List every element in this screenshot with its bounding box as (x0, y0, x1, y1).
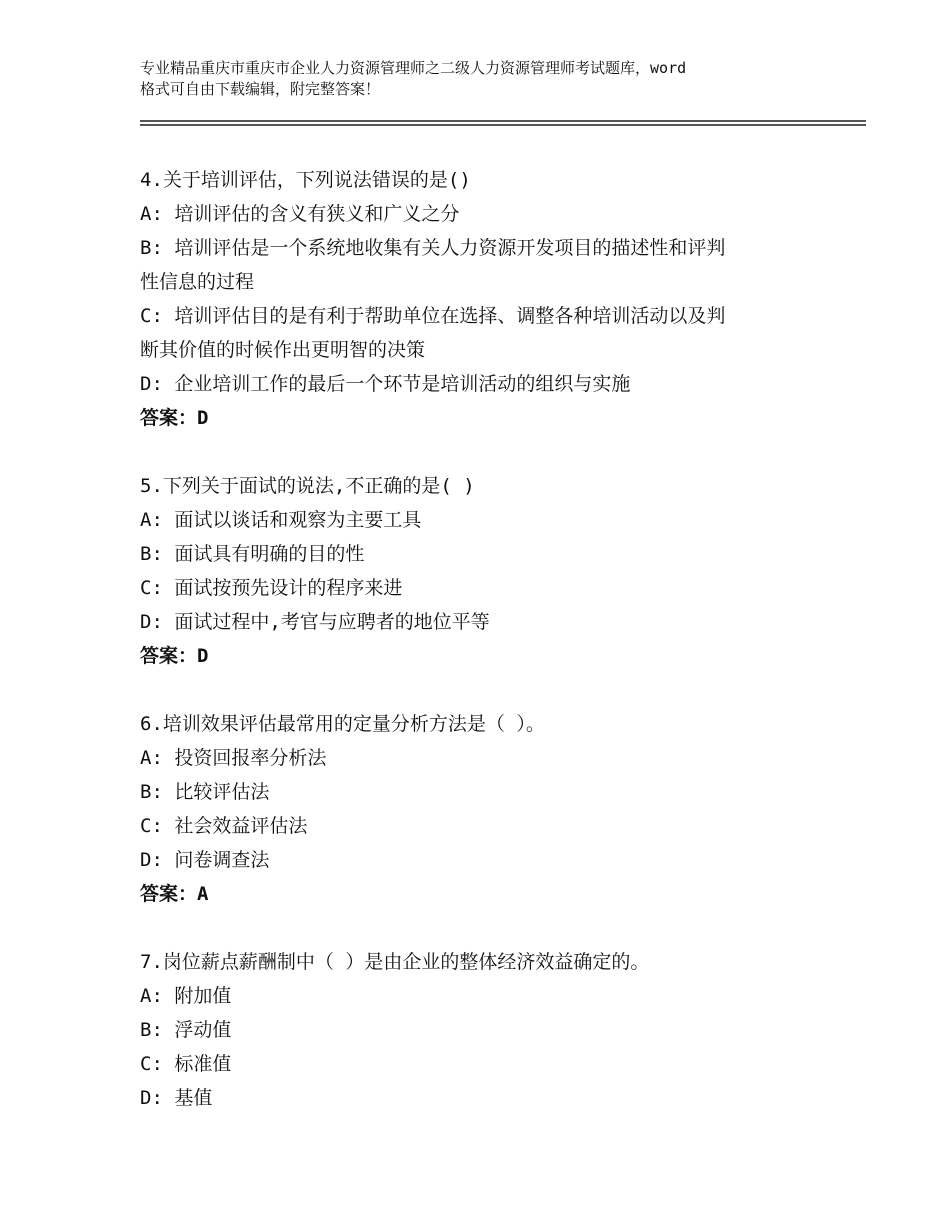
option-d: D: 基值 (140, 1087, 213, 1109)
option-a: A: 面试以谈话和观察为主要工具 (140, 509, 422, 531)
option-d: D: 问卷调查法 (140, 849, 270, 871)
question-stem: 6.培训效果评估最常用的定量分析方法是（ ）。 (140, 713, 545, 735)
option-b: B: 培训评估是一个系统地收集有关人力资源开发项目的描述性和评判 (140, 237, 726, 259)
option-c: C: 标准值 (140, 1053, 232, 1075)
answer-label: 答案：D (140, 407, 209, 429)
option-d: D: 面试过程中,考官与应聘者的地位平等 (140, 611, 490, 633)
option-c: C: 社会效益评估法 (140, 815, 308, 837)
question-7 (140, 945, 830, 1115)
header-title-line-2: 格式可自由下载编辑，附完整答案！ (140, 80, 381, 98)
option-b: B: 面试具有明确的目的性 (140, 543, 365, 565)
header-divider-bottom (140, 124, 866, 126)
option-d: D: 企业培训工作的最后一个环节是培训活动的组织与实施 (140, 373, 631, 395)
question-list (140, 163, 830, 1149)
question-4 (140, 163, 830, 435)
question-stem: 4.关于培训评估，下列说法错误的是() (140, 169, 471, 191)
option-c: C: 面试按预先设计的程序来进 (140, 577, 403, 599)
answer-label: 答案：D (140, 645, 209, 667)
header-title-line-1: 专业精品重庆市重庆市企业人力资源管理师之二级人力资源管理师考试题库，word (140, 59, 687, 77)
question-6 (140, 707, 830, 911)
header-divider-top (140, 120, 866, 122)
option-a: A: 培训评估的含义有狭义和广义之分 (140, 203, 460, 225)
option-b: B: 浮动值 (140, 1019, 232, 1041)
question-5 (140, 469, 830, 673)
option-a: A: 附加值 (140, 985, 232, 1007)
question-stem: 5.下列关于面试的说法,不正确的是( ) (140, 475, 475, 497)
document-header (140, 58, 840, 100)
option-a: A: 投资回报率分析法 (140, 747, 327, 769)
option-c-continued: 断其价值的时候作出更明智的决策 (140, 339, 426, 361)
option-c: C: 培训评估目的是有利于帮助单位在选择、调整各种培训活动以及判 (140, 305, 726, 327)
answer-label: 答案：A (140, 883, 209, 905)
question-stem: 7.岗位薪点薪酬制中（ ）是由企业的整体经济效益确定的。 (140, 951, 650, 973)
option-b-continued: 性信息的过程 (140, 271, 255, 293)
option-b: B: 比较评估法 (140, 781, 270, 803)
